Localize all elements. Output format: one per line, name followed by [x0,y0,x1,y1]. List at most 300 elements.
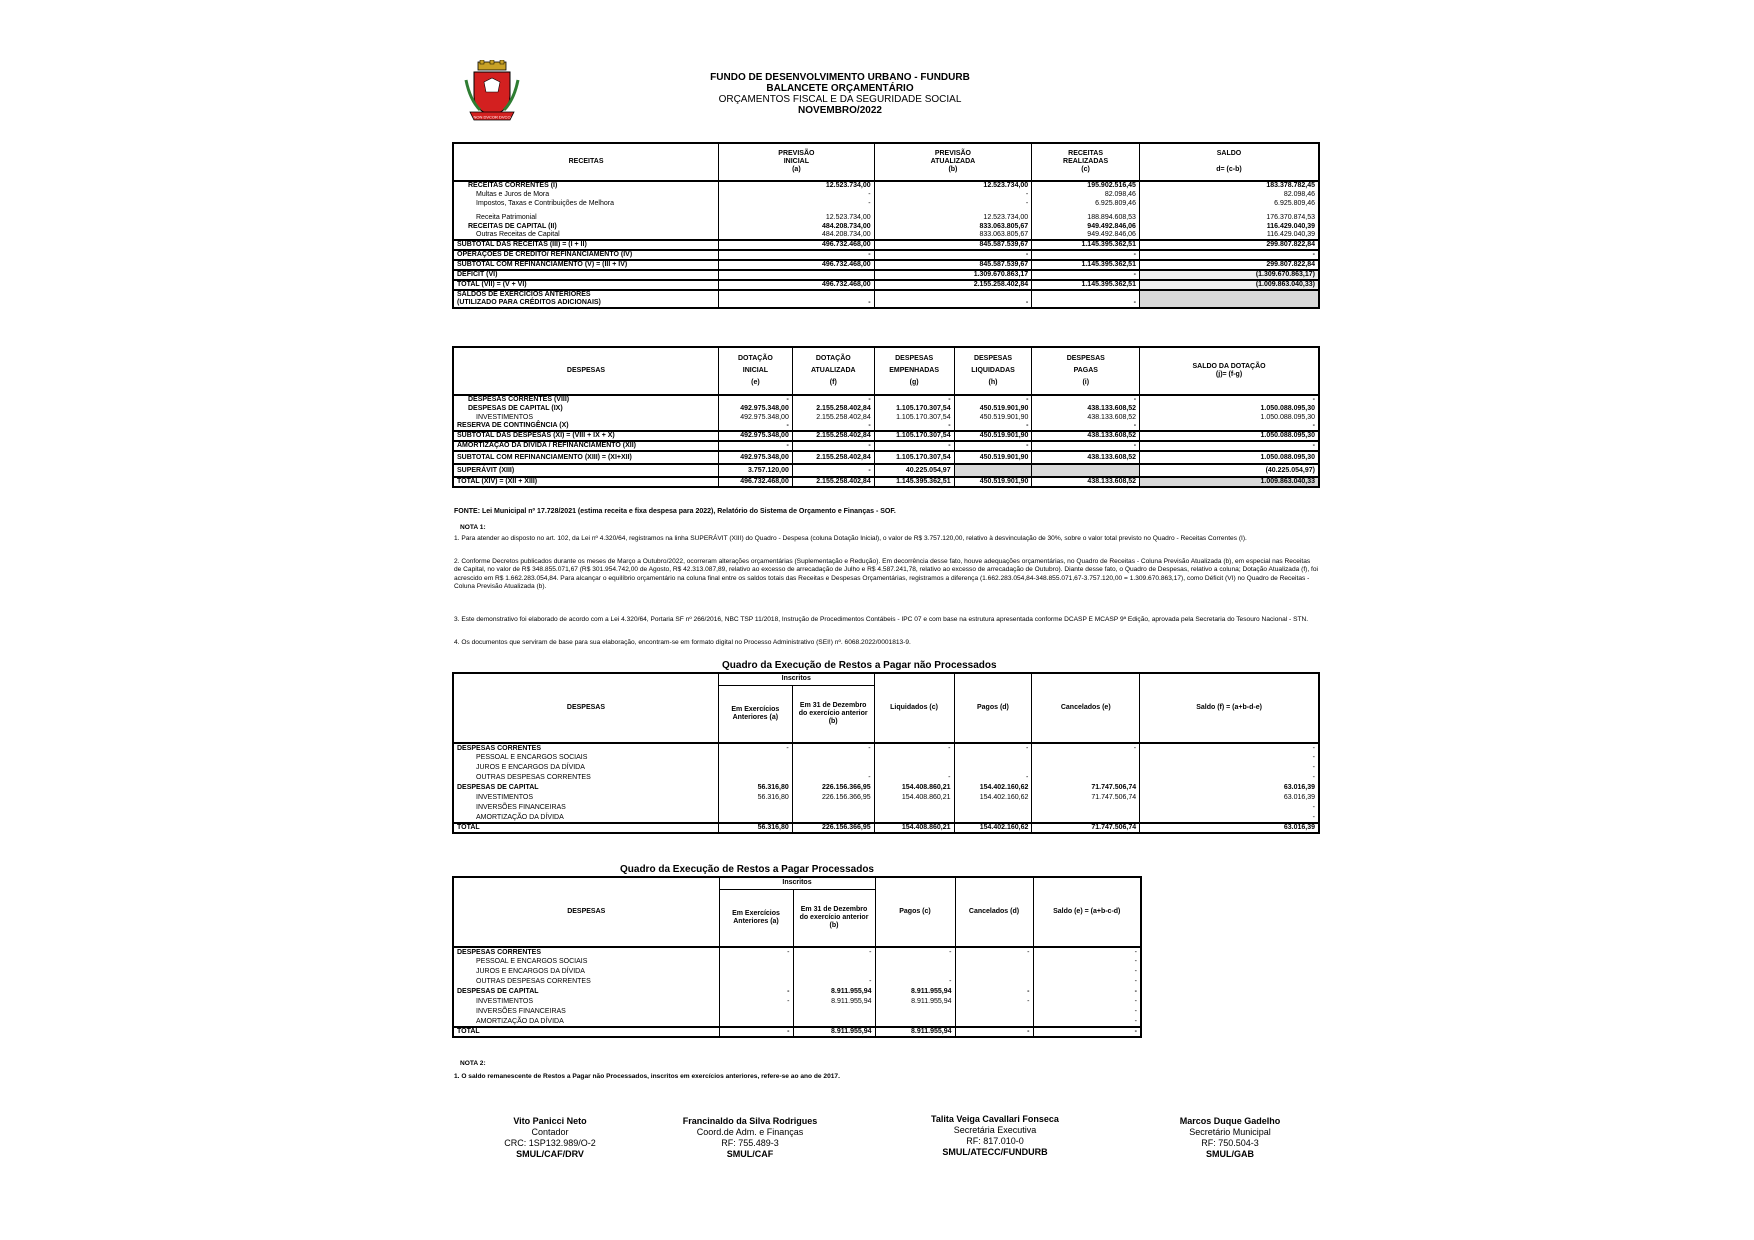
receita-value: 12.523.734,00 [874,181,1032,190]
receita-value: 299.807.822,84 [1139,240,1319,250]
receitas-row [453,190,1319,199]
report-period: NOVEMBRO/2022 [798,105,882,116]
despesa-value: 450.519.901,90 [954,404,1032,413]
receita-value: 1.145.395.362,51 [1032,260,1140,270]
despesa-value: - [1032,422,1140,431]
despesa-value: 2.155.258.402,84 [792,404,874,413]
rp-value [719,1017,793,1027]
rp-value: - [954,743,1032,753]
rpnp-body [453,743,1319,833]
despesa-label: DESPESAS DE CAPITAL (IX) [468,404,563,412]
despesa-value: 2.155.258.402,84 [792,477,874,487]
despesa-value: 1.050.088.095,30 [1140,451,1319,464]
despesa-value: - [1032,395,1140,404]
rp-value: 56.316,80 [718,793,792,803]
saldo-header: SALDO d= (c-b) [1139,143,1319,181]
despesa-value: 2.155.258.402,84 [792,413,874,422]
despesa-label: INVESTIMENTOS [476,413,534,421]
despesa-value: - [954,422,1032,431]
rp-value: 8.911.955,94 [793,1027,875,1037]
despesa-value: 1.050.088.095,30 [1140,404,1319,413]
rpp-exercicios-anteriores-header: Em Exercícios Anteriores (a) [719,889,793,947]
receita-value: - [719,190,875,199]
rp-value [1032,773,1140,783]
despesa-value: - [954,441,1032,451]
receita-value [1032,290,1140,299]
despesa-value: 438.133.608,52 [1032,451,1140,464]
despesa-value: - [792,464,874,477]
rpp-row [453,967,1141,977]
rp-value [719,1007,793,1017]
rpp-row [453,1007,1141,1017]
rpnp-row [453,793,1319,803]
receita-value: (1.009.863.040,33) [1139,280,1319,290]
receita-label: OPERAÇÕES DE CRÉDITO/ REFINANCIAMENTO (IV) [457,251,633,258]
document-header [660,72,1020,116]
signature-secretaria-executiva: Talita Veiga Cavallari Fonseca Secretária Executiva RF: 817.010-0 SMUL/ATECC/FUNDURB [931,1114,1059,1157]
receitas-row [453,260,1319,270]
receita-value: 12.523.734,00 [874,208,1032,222]
rp-value [718,803,792,813]
rp-value [793,957,875,967]
receita-value: 2.155.258.402,84 [874,280,1032,290]
receita-value: (1.309.670.863,17) [1139,270,1319,280]
rp-value: 71.747.506,74 [1032,783,1140,793]
rp-value [875,957,955,967]
receita-value: - [719,250,875,260]
despesas-row [453,464,1319,477]
despesa-value: 492.975.348,00 [718,413,792,422]
nota2-title: NOTA 2: [460,1060,486,1067]
rp-value: - [874,743,954,753]
rp-value: - [1033,967,1141,977]
receita-value: 484.208.734,00 [719,222,875,231]
rp-value [954,803,1032,813]
despesas-row [453,422,1319,431]
rpp-table [452,876,1142,1038]
rpnp-31-dezembro-header: Em 31 de Dezembro do exercício anterior (b) [792,685,874,743]
receita-value: 833.063.805,67 [874,222,1032,231]
despesa-value: 496.732.468,00 [718,477,792,487]
receita-value: 845.587.539,67 [874,240,1032,250]
receitas-row [453,280,1319,290]
despesa-label: SUBTOTAL DAS DESPESAS (XI) = (VIII + IX + X) [457,432,615,439]
rp-value [719,957,793,967]
nota1-item2: 2. Conforme Decretos publicados durante os meses de Março a Outubro/2022, ocorreram alterações orçamentárias (Suplementação e Redução). Em decorrência desse fato, houve adequações orçamentárias, no Quadro de Receitas - Coluna Previsão Atualizada (b), em especial nas Receitas de Capital, no valor de R$ 348.855.071,67 (R$ 301.954.742,00 de Agosto, R$ 42.313.087,89, relativo ao excesso de arrecadação de Julho e R$ 4.587.241,78, relativo ao excesso de arrecadação de Outubro). Diante desse fato, o Quadro de Despesas, relativo a coluna; Dotação Atualizada (f), foi acrescido em R$ 1.662.283.054,84. Para alcançar o equilíbrio orçamentário na coluna final entre os saldos totais das Receitas e Despesas Orçamentárias, registramos a diferença (1.662.283.054,84-348.855.071,67-3.757.120,00 = 1.309.670.863,17), como Déficit (VI) no Quadro de Receitas - Coluna Previsão Atualizada (b). [454,558,1318,591]
receita-value: 299.807.822,84 [1139,260,1319,270]
rp-value: - [719,1027,793,1037]
despesa-value: 1.105.170.307,54 [874,451,954,464]
despesas-body [453,395,1319,487]
rp-value [1032,813,1140,823]
receita-value: 496.732.468,00 [719,240,875,250]
rp-value: 71.747.506,74 [1032,793,1140,803]
rp-label: JUROS E ENCARGOS DA DÍVIDA [476,968,585,975]
receita-value: - [719,199,875,208]
receitas-row [453,181,1319,190]
rpp-row [453,957,1141,967]
despesa-value: 492.975.348,00 [718,404,792,413]
rp-value [792,763,874,773]
receitas-row [453,208,1319,222]
rp-value: - [1033,947,1141,957]
rp-value: 226.156.366,95 [792,783,874,793]
despesa-value [954,464,1032,477]
rp-value [955,977,1033,987]
receita-value: 82.098,46 [1139,190,1319,199]
rp-value: - [718,743,792,753]
despesa-value: 438.133.608,52 [1032,413,1140,422]
receita-value [1139,299,1319,308]
receita-value: - [1139,250,1319,260]
rp-value: - [792,773,874,783]
nota2-text: 1. O saldo remanescente de Restos a Pagar não Processados, inscritos em exercícios anteriores, refere-se ao ano de 2017. [454,1073,840,1080]
despesa-label: SUPERÁVIT (XIII) [457,466,515,474]
rp-value: - [1033,977,1141,987]
rp-label: INVERSÕES FINANCEIRAS [476,804,566,811]
despesa-value: 1.050.088.095,30 [1140,413,1319,422]
report-subtitle: ORÇAMENTOS FISCAL E DA SEGURIDADE SOCIAL [718,94,962,105]
rp-value [719,967,793,977]
rp-value [1032,763,1140,773]
rp-value: - [955,987,1033,997]
receita-value: 188.894.608,53 [1032,208,1140,222]
rpp-title: Quadro da Execução de Restos a Pagar Processados [620,864,874,875]
despesa-value: - [718,441,792,451]
despesa-value: 492.975.348,00 [718,431,792,441]
despesa-value: - [1140,422,1319,431]
rp-value: - [875,977,955,987]
rp-value [874,803,954,813]
rp-value: 8.911.955,94 [875,997,955,1007]
rp-value [1032,803,1140,813]
rp-label: PESSOAL E ENCARGOS SOCIAIS [476,958,588,965]
nota1-item3: 3. Este demonstrativo foi elaborado de acordo com a Lei 4.320/64, Portaria SF nº 266/2016, NBC TSP 11/2018, Instrução de Procedimentos Contábeis - IPC 07 e com base na estrutura apresentada conforme DCASP E MCASP 9ª Edição, aprovada pela Secretaria do Tesouro Nacional - STN. [454,616,1309,623]
rp-value [792,753,874,763]
rpnp-inscritos-header: Inscritos [718,673,874,685]
receita-value: 116.429.040,39 [1139,222,1319,231]
rpp-cancelados-header: Cancelados (d) [955,877,1033,947]
rp-value [1032,753,1140,763]
despesa-value: - [1032,441,1140,451]
despesa-value: - [874,441,954,451]
rp-value: 154.402.160,62 [954,793,1032,803]
despesa-value: 438.133.608,52 [1032,404,1140,413]
rp-value: - [793,977,875,987]
rp-value: - [875,947,955,957]
rp-value [719,977,793,987]
receita-label: SUBTOTAL COM REFINANCIAMENTO (V) = (III + IV) [457,261,628,268]
rp-value: - [954,773,1032,783]
rpnp-pagos-header: Pagos (d) [954,673,1032,743]
rp-value [874,763,954,773]
svg-text:NON DVCOR DVCO: NON DVCOR DVCO [473,114,511,120]
despesa-value: 450.519.901,90 [954,477,1032,487]
rp-value: - [955,997,1033,1007]
rpp-inscritos-header: Inscritos [719,877,875,889]
receita-value: - [874,250,1032,260]
receita-value: - [874,199,1032,208]
receita-value: 845.587.539,67 [874,260,1032,270]
rpnp-cancelados-header: Cancelados (e) [1032,673,1140,743]
rpnp-row [453,813,1319,823]
receitas-row [453,290,1319,299]
receita-value: 176.370.874,53 [1139,208,1319,222]
receita-value: 496.732.468,00 [719,260,875,270]
receita-value: 183.378.782,45 [1139,181,1319,190]
fund-title: FUNDO DE DESENVOLVIMENTO URBANO - FUNDURB [710,72,970,83]
despesas-empenhadas-header: DESPESAS EMPENHADAS (g) [874,347,954,395]
receita-value: - [1032,299,1140,308]
receita-value [719,290,875,299]
receitas-body [453,181,1319,308]
rpp-row [453,947,1141,957]
despesas-row [453,441,1319,451]
receita-label: RECEITAS DE CAPITAL (II) [468,222,557,230]
receita-value: 496.732.468,00 [719,280,875,290]
rpp-row [453,1017,1141,1027]
rp-value: 8.911.955,94 [793,987,875,997]
receita-value: 949.492.846,06 [1032,231,1140,240]
rp-label: DESPESAS DE CAPITAL [457,988,539,995]
despesa-value: 438.133.608,52 [1032,431,1140,441]
rp-value [792,813,874,823]
rp-value: 8.911.955,94 [875,1027,955,1037]
receita-label: Multas e Juros de Mora [476,190,550,198]
rp-value [955,1007,1033,1017]
despesa-value: 1.050.088.095,30 [1140,431,1319,441]
rpp-body [453,947,1141,1037]
rpnp-despesas-header: DESPESAS [453,673,718,743]
rp-value: - [719,987,793,997]
rp-value: 56.316,80 [718,783,792,793]
despesa-value: 2.155.258.402,84 [792,451,874,464]
receita-value: - [1032,250,1140,260]
despesa-value: - [792,395,874,404]
receita-value: 12.523.734,00 [719,208,875,222]
rp-value: 226.156.366,95 [792,793,874,803]
rp-value: 63.016,39 [1140,793,1319,803]
despesas-table [452,346,1320,488]
rp-value [793,967,875,977]
nota1-item4: 4. Os documentos que serviram de base para sua elaboração, encontram-se em formato digital no Processo Administrativo (SEI!) nº. 6068.2022/0001813-9. [454,639,911,646]
despesa-value: - [718,422,792,431]
rpnp-row [453,803,1319,813]
despesas-pagas-header: DESPESAS PAGAS (i) [1032,347,1140,395]
receita-label: RECEITAS CORRENTES (I) [468,182,558,189]
rpnp-row [453,743,1319,753]
rp-value: - [719,947,793,957]
despesa-value: 492.975.348,00 [718,451,792,464]
rp-value [793,1007,875,1017]
receita-value: 484.208.734,00 [719,231,875,240]
receita-value: - [1032,270,1140,280]
despesa-value: 450.519.901,90 [954,413,1032,422]
despesa-value: - [874,395,954,404]
rp-value [874,753,954,763]
receitas-header: RECEITAS [453,143,719,181]
nota1-title: NOTA 1: [460,524,486,531]
rpnp-liquidados-header: Liquidados (c) [874,673,954,743]
rpp-saldo-header: Saldo (e) = (a+b-c-d) [1033,877,1141,947]
rp-value: 56.316,80 [718,823,792,833]
rp-value: - [874,773,954,783]
rp-value: 154.408.860,21 [874,783,954,793]
rpnp-row [453,773,1319,783]
despesas-row [453,431,1319,441]
despesa-label: TOTAL (XIV) = (XII + XIII) [457,478,538,485]
receita-value: 1.145.395.362,51 [1032,240,1140,250]
rp-value [792,803,874,813]
rp-value: - [792,743,874,753]
rp-value [718,753,792,763]
signature-coordenador: Francinaldo da Silva Rodrigues Coord.de Adm. e Finanças RF: 755.489-3 SMUL/CAF [682,1116,818,1159]
dotacao-inicial-header: DOTAÇÃO INICIAL (e) [718,347,792,395]
despesa-value: 1.145.395.362,51 [874,477,954,487]
despesa-value: - [954,395,1032,404]
receitas-table [452,142,1320,309]
rp-value: - [1033,987,1141,997]
despesa-label: RESERVA DE CONTINGÊNCIA (X) [457,422,569,429]
rp-value [718,813,792,823]
despesa-value: (40.225.054,97) [1140,464,1319,477]
rpnp-title: Quadro da Execução de Restos a Pagar não Processados [722,660,997,671]
rpp-pagos-header: Pagos (c) [875,877,955,947]
rp-value [874,813,954,823]
despesa-value [1032,464,1140,477]
rp-value: 154.408.860,21 [874,793,954,803]
receita-value: 949.492.846,06 [1032,222,1140,231]
receita-value: 82.098,46 [1032,190,1140,199]
rp-label: DESPESAS CORRENTES [457,948,542,956]
rp-value: - [719,997,793,1007]
despesa-value: - [874,422,954,431]
rp-value: - [1140,753,1319,763]
receita-value: 833.063.805,67 [874,231,1032,240]
rp-value [793,1017,875,1027]
rpp-row [453,977,1141,987]
receitas-row [453,222,1319,231]
signature-secretario-municipal: Marcos Duque Gadelho Secretário Municipal RF: 750.504-3 SMUL/GAB [1179,1116,1281,1159]
receita-label: TOTAL (VII) = (V + VI) [457,281,527,288]
receitas-realizadas-header: RECEITAS REALIZADAS (c) [1032,143,1140,181]
rp-value: - [1033,1027,1141,1037]
despesa-value: 450.519.901,90 [954,431,1032,441]
rp-label: INVESTIMENTOS [476,998,534,1005]
despesa-value: 1.105.170.307,54 [874,431,954,441]
receitas-row [453,199,1319,208]
previsao-inicial-header: PREVISÃO INICIAL (a) [719,143,875,181]
rp-value: - [1140,803,1319,813]
receita-value: 195.902.516,45 [1032,181,1140,190]
despesa-value: - [1140,441,1319,451]
rp-label: OUTRAS DESPESAS CORRENTES [476,774,591,781]
rpp-row [453,1027,1141,1037]
rp-value [718,763,792,773]
receitas-row [453,231,1319,240]
receita-value: - [874,299,1032,308]
rp-value: - [955,1027,1033,1037]
rp-value: 226.156.366,95 [792,823,874,833]
receitas-row [453,270,1319,280]
rp-value: 154.402.160,62 [954,783,1032,793]
rp-label: TOTAL [457,1028,480,1035]
signature-contador: Vito Panicci Neto Contador CRC: 1SP132.989/O-2 SMUL/CAF/DRV [504,1116,596,1159]
rpnp-saldo-header: Saldo (f) = (a+b-d-e) [1140,673,1319,743]
despesa-value: 438.133.608,52 [1032,477,1140,487]
rpp-despesas-header: DESPESAS [453,877,719,947]
rp-value: - [1140,813,1319,823]
despesa-value: - [792,441,874,451]
rp-value: - [1033,997,1141,1007]
receita-label: SALDOS DE EXERCÍCIOS ANTERIORES [457,291,591,298]
despesa-value: 450.519.901,90 [954,451,1032,464]
rpp-row [453,997,1141,1007]
receita-label: (UTILIZADO PARA CRÉDITOS ADICIONAIS) [457,299,601,306]
rp-label: INVERSÕES FINANCEIRAS [476,1008,566,1015]
rp-label: AMORTIZAÇÃO DA DÍVIDA [476,1017,564,1025]
rp-label: TOTAL [457,824,480,831]
despesa-value: - [718,395,792,404]
despesa-label: AMORTIZAÇÃO DA DÍVIDA / REFINANCIAMENTO (XII) [457,442,637,449]
rp-value: - [1033,1017,1141,1027]
rpnp-row [453,763,1319,773]
rp-label: JUROS E ENCARGOS DA DÍVIDA [476,764,585,771]
rp-value: - [1140,773,1319,783]
despesa-value: 1.105.170.307,54 [874,404,954,413]
rp-value: 154.402.160,62 [954,823,1032,833]
rp-value: 63.016,39 [1140,783,1319,793]
despesa-label: DESPESAS CORRENTES (VIII) [468,396,570,403]
despesa-value: 3.757.120,00 [718,464,792,477]
rp-label: PESSOAL E ENCARGOS SOCIAIS [476,754,588,761]
rp-value: 71.747.506,74 [1032,823,1140,833]
receita-label: Receita Patrimonial [476,214,537,221]
report-title: BALANCETE ORÇAMENTÁRIO [766,83,914,94]
rp-value: - [1140,763,1319,773]
saldo-dotacao-header: SALDO DA DOTAÇÃO (j)= (f-g) [1140,347,1319,395]
rp-value: - [1033,957,1141,967]
receitas-row [453,299,1319,308]
despesa-label: SUBTOTAL COM REFINANCIAMENTO (XIII) = (XI+XII) [457,453,632,461]
despesas-liquidadas-header: DESPESAS LIQUIDADAS (h) [954,347,1032,395]
rp-value: 63.016,39 [1140,823,1319,833]
receita-value: 1.309.670.863,17 [874,270,1032,280]
despesa-value: 2.155.258.402,84 [792,431,874,441]
rp-value: - [955,947,1033,957]
rp-value: - [793,947,875,957]
receita-value: 1.145.395.362,51 [1032,280,1140,290]
despesa-value: 1.009.863.040,33 [1140,477,1319,487]
receita-value [1139,290,1319,299]
receita-label: Impostos, Taxas e Contribuições de Melhora [476,199,614,207]
rp-label: AMORTIZAÇÃO DA DÍVIDA [476,813,564,821]
rpp-row [453,987,1141,997]
rpnp-table [452,672,1320,834]
rpnp-row [453,823,1319,833]
fonte-text: FONTE: Lei Municipal nº 17.728/2021 (estima receita e fixa despesa para 2022), Relatório do Sistema de Orçamento e Finanças - SOF. [454,508,896,515]
rp-value [955,967,1033,977]
rp-value [955,1017,1033,1027]
rp-value: - [1033,1007,1141,1017]
despesas-row [453,477,1319,487]
rp-value [955,957,1033,967]
rp-value [875,1007,955,1017]
nota1-item1: 1. Para atender ao disposto no art. 102, da Lei nº 4.320/64, registramos na linha SUPERÁVIT (XIII) do Quadro - Despesa (coluna Dotação Inicial), o valor de R$ 3.757.120,00, relativo à desvinculação de 30%, sobre o valor total previsto no Quadro - Receitas Correntes (I). [454,535,1247,542]
receita-value [719,270,875,280]
rpnp-row [453,783,1319,793]
rp-value: - [1032,743,1140,753]
